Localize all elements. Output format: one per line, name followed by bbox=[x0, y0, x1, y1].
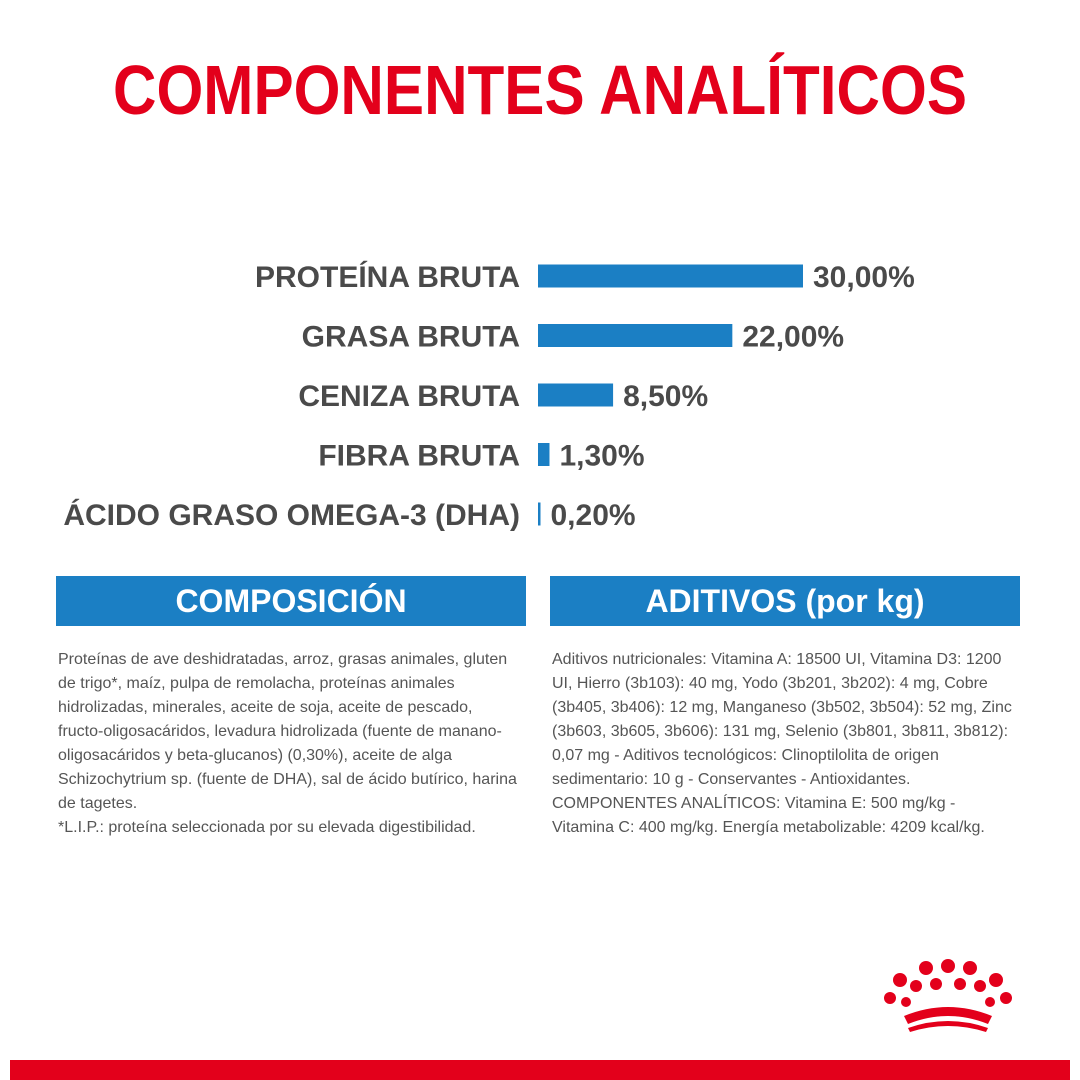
value-label: 22,00% bbox=[742, 320, 845, 354]
aditivos-heading: ADITIVOS (por kg) bbox=[550, 576, 1020, 626]
crown-icon bbox=[878, 958, 1018, 1038]
aditivos-panel bbox=[552, 648, 1018, 840]
value-label: 8,50% bbox=[623, 380, 709, 413]
composicion-footnote: *L.I.P.: proteína seleccionada por su elevada digestibilidad. bbox=[58, 819, 476, 836]
category-label: GRASA BRUTA bbox=[301, 320, 520, 354]
bar-chart bbox=[0, 240, 1080, 560]
bar bbox=[538, 503, 541, 526]
category-label: PROTEÍNA BRUTA bbox=[255, 261, 520, 294]
page-title: COMPONENTES ANALÍTICOS bbox=[113, 51, 967, 129]
bar bbox=[538, 384, 613, 407]
composicion-text: Proteínas de ave deshidratadas, arroz, grasas animales, gluten de trigo*, maíz, pulpa de remolacha, proteínas animales hidrolizadas, minerales, aceite de soja, aceite de pescado, fructo-oligosacáridos, levadura hidrolizada (fuente de manano-oligosacáridos y beta-glucanos) (0,30%), aceite de alga Schizochytrium sp. (fuente de DHA), sal de ácido butírico, harina de tagetes. bbox=[58, 651, 517, 812]
composicion-heading: COMPOSICIÓN bbox=[56, 576, 526, 626]
value-label: 0,20% bbox=[550, 499, 636, 532]
composicion-panel bbox=[58, 648, 520, 840]
bar bbox=[538, 265, 803, 288]
bar bbox=[538, 443, 549, 466]
aditivos-text: Aditivos nutricionales: Vitamina A: 18500 UI, Vitamina D3: 1200 UI, Hierro (3b103): 40 mg, Yodo (3b201, 3b202): 4 mg, Cobre (3b405, 3b406): 12 mg, Manganeso (3b502, 3b504): 52 mg, Zinc (3b603, 3b605, 3b606): 131 mg, Selenio (3b801, 3b811, 3b812): 0,07 mg - Aditivos tecnológicos: Clinoptilolita de origen sedimentario: 10 g - Conservantes - Antioxidantes. COMPONENTES ANALÍTICOS: Vitamina E: 500 mg/kg - Vitamina C: 400 mg/kg. Energía metabolizable: 4209 kcal/kg. bbox=[552, 651, 1012, 836]
bottom-red-bar bbox=[10, 1060, 1070, 1080]
bar bbox=[538, 324, 732, 347]
value-label: 30,00% bbox=[813, 261, 915, 294]
value-label: 1,30% bbox=[559, 439, 645, 473]
category-label: CENIZA BRUTA bbox=[298, 380, 520, 413]
category-label: ÁCIDO GRASO OMEGA-3 (DHA) bbox=[63, 499, 520, 532]
category-label: FIBRA BRUTA bbox=[318, 439, 520, 473]
